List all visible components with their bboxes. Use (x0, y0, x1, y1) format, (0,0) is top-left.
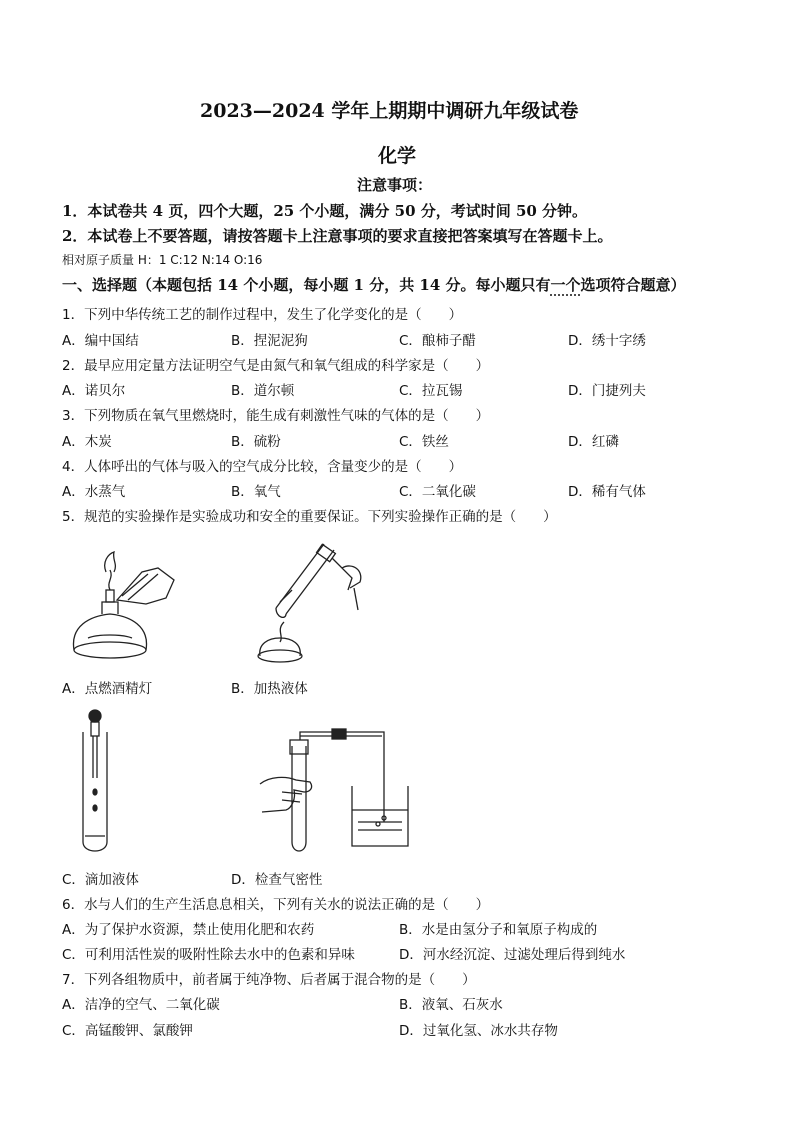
question-7-option-b: B．液氧、石灰水 (399, 997, 503, 1013)
question-5-option-c: C．滴加液体 (62, 872, 139, 888)
question-1-stem: 1．下列中华传统工艺的制作过程中，发生了化学变化的是（ ） (62, 307, 463, 323)
question-2-option-a: A．诺贝尔 (62, 383, 126, 399)
question-6-option-d: D．河水经沉淀、过滤处理后得到纯水 (399, 947, 626, 963)
question-2-option-c: C．拉瓦锡 (399, 383, 463, 399)
question-3-option-b: B．硫粉 (231, 434, 281, 450)
question-4-stem: 4．人体呼出的气体与吸入的空气成分比较，含量变少的是（ ） (62, 459, 463, 475)
question-5-stem: 5．规范的实验操作是实验成功和安全的重要保证。下列实验操作正确的是（ ） (62, 509, 557, 525)
airtightness-check-figure (252, 726, 412, 856)
question-6-stem: 6．水与人们的生产生活息息相关，下列有关水的说法正确的是（ ） (62, 897, 490, 913)
question-7-option-c: C．高锰酸钾、氯酸钾 (62, 1023, 193, 1039)
question-4-option-d: D．稀有气体 (568, 484, 646, 500)
question-3-option-d: D．红磷 (568, 434, 619, 450)
question-2-stem: 2．最早应用定量方法证明空气是由氮气和氧气组成的科学家是（ ） (62, 358, 490, 374)
question-7-stem: 7．下列各组物质中，前者属于纯净物、后者属于混合物的是（ ） (62, 972, 476, 988)
question-6-option-c: C．可利用活性炭的吸附性除去水中的色素和异味 (62, 947, 355, 963)
section-heading (62, 274, 686, 295)
question-7-option-d: D．过氧化氢、冰水共存物 (399, 1023, 558, 1039)
dropping-liquid-figure (70, 708, 120, 856)
atomic-mass-line: 相对原子质量 H：1 C:12 N:14 O:16 (62, 253, 263, 267)
notice-heading: 注意事项： (357, 176, 433, 194)
question-4-option-a: A．水蒸气 (62, 484, 126, 500)
question-4-option-b: B．氧气 (231, 484, 281, 500)
question-5-option-d: D．检查气密性 (231, 872, 323, 888)
heating-liquid-figure (232, 538, 372, 668)
question-1-option-c: C．酿柿子醋 (399, 333, 476, 349)
question-1-option-d: D．绣十字绣 (568, 333, 646, 349)
question-4-option-c: C．二氧化碳 (399, 484, 476, 500)
question-6-option-a: A．为了保护水资源，禁止使用化肥和农药 (62, 922, 315, 938)
question-2-option-b: B．道尔顿 (231, 383, 295, 399)
exam-title: 2023—2024 学年上期期中调研九年级试卷 (200, 100, 579, 122)
question-6-option-b: B．水是由氢分子和氧原子构成的 (399, 922, 598, 938)
question-3-option-a: A．木炭 (62, 434, 112, 450)
section-heading-pre: 一、选择题（本题包括 14 个小题，每小题 1 分，共 14 分。每小题只有 (62, 276, 551, 294)
notice-item-1: 1．本试卷共 4 页，四个大题，25 个小题，满分 50 分，考试时间 50 分钟。 (62, 202, 588, 220)
question-1-option-b: B．捏泥泥狗 (231, 333, 308, 349)
question-1-option-a: A．编中国结 (62, 333, 139, 349)
question-2-option-d: D．门捷列夫 (568, 383, 646, 399)
alcohol-lamp-lighting-figure (62, 538, 192, 668)
notice-item-2: 2．本试卷上不要答题，请按答题卡上注意事项的要求直接把答案填写在答题卡上。 (62, 227, 613, 245)
section-heading-post: 选项符合题意） (580, 276, 686, 294)
question-5-option-b: B．加热液体 (231, 681, 308, 697)
question-5-option-a: A．点燃酒精灯 (62, 681, 153, 697)
question-7-option-a: A．洁净的空气、二氧化碳 (62, 997, 220, 1013)
question-3-stem: 3．下列物质在氧气里燃烧时，能生成有刺激性气味的气体的是（ ） (62, 408, 490, 424)
subject-title: 化学 (378, 145, 417, 167)
question-3-option-c: C．铁丝 (399, 434, 449, 450)
section-heading-emphasis: 一个 (550, 276, 581, 294)
